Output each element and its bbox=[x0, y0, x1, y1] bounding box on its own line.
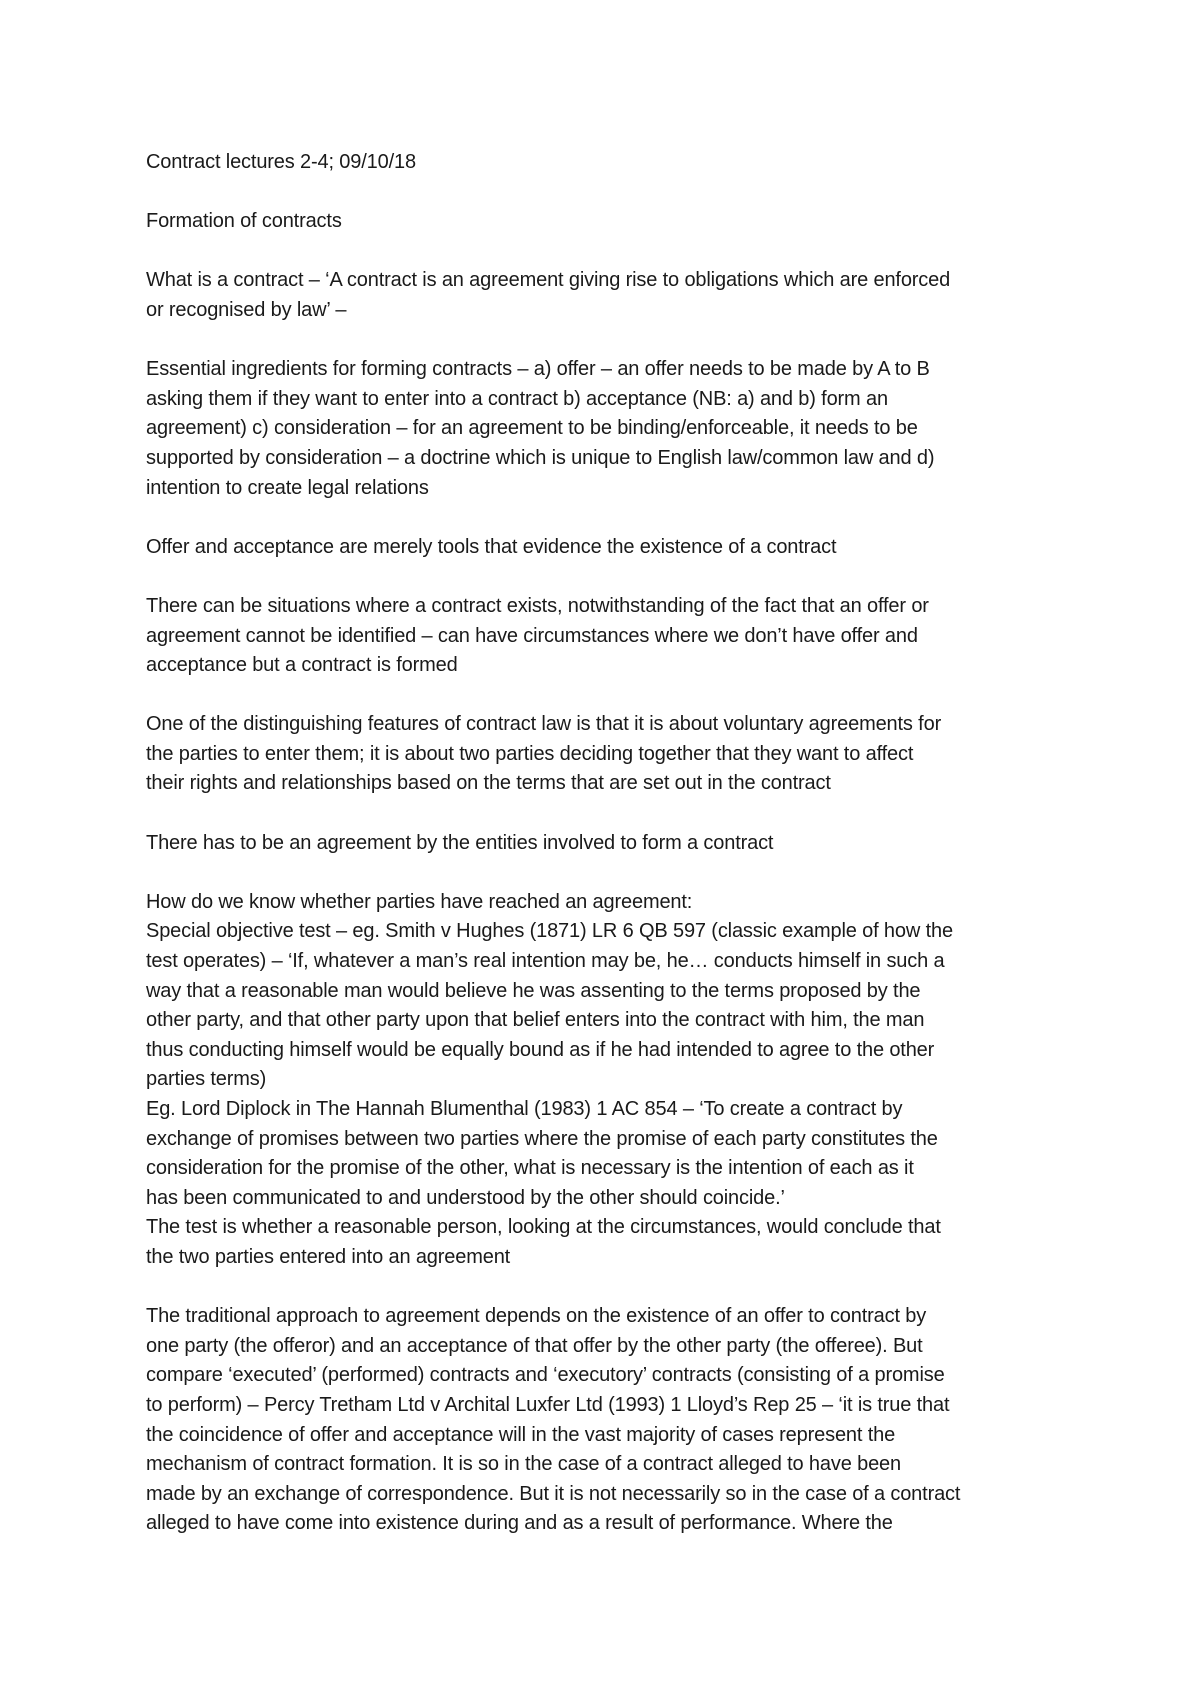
text-line: one party (the offeror) and an acceptance of that offer by the other party (the offeree). But bbox=[146, 1334, 923, 1357]
paragraph-situations bbox=[146, 592, 1086, 681]
text-line: alleged to have come into existence during and as a result of performance. Where the bbox=[146, 1512, 893, 1535]
paragraph-offer-acceptance-tools bbox=[146, 533, 1086, 563]
text-line: What is a contract – ‘A contract is an agreement giving rise to obligations which are enforced bbox=[146, 269, 951, 292]
text-line: The test is whether a reasonable person, looking at the circumstances, would conclude that bbox=[146, 1216, 941, 1239]
text-line: One of the distinguishing features of contract law is that it is about voluntary agreements for bbox=[146, 713, 942, 736]
text-line: made by an exchange of correspondence. But it is not necessarily so in the case of a contract bbox=[146, 1482, 961, 1505]
text-line: Essential ingredients for forming contracts – a) offer – an offer needs to be made by A to B bbox=[146, 358, 930, 381]
paragraph-agreement-required bbox=[146, 829, 1086, 859]
text-line: thus conducting himself would be equally bound as if he had intended to agree to the other bbox=[146, 1038, 935, 1061]
text-line: or recognised by law’ – bbox=[146, 298, 347, 321]
text-line: asking them if they want to enter into a contract b) acceptance (NB: a) and b) form an bbox=[146, 387, 888, 410]
text-line: the two parties entered into an agreement bbox=[146, 1245, 511, 1268]
text-line: parties terms) bbox=[146, 1068, 267, 1091]
text-line: Special objective test – eg. Smith v Hughes (1871) LR 6 QB 597 (classic example of how the bbox=[146, 920, 953, 943]
text-line: How do we know whether parties have reached an agreement: bbox=[146, 890, 693, 913]
text-line: Offer and acceptance are merely tools that evidence the existence of a contract bbox=[146, 535, 837, 558]
document-body bbox=[146, 148, 1086, 1539]
text-line: the coincidence of offer and acceptance will in the vast majority of cases represent the bbox=[146, 1423, 896, 1446]
text-line: Contract lectures 2-4; 09/10/18 bbox=[146, 151, 416, 173]
document-title bbox=[146, 148, 1086, 178]
text-line: agreement) c) consideration – for an agreement to be binding/enforceable, it needs to be bbox=[146, 417, 918, 440]
paragraph-definition bbox=[146, 266, 1086, 325]
text-line: test operates) – ‘If, whatever a man’s real intention may be, he… conducts himself in such a bbox=[146, 950, 945, 973]
text-line: agreement cannot be identified – can have circumstances where we don’t have offer and bbox=[146, 624, 918, 647]
text-line: has been communicated to and understood by the other should coincide.’ bbox=[146, 1186, 785, 1209]
text-line: There can be situations where a contract exists, notwithstanding of the fact that an offer or bbox=[146, 594, 929, 617]
section-heading bbox=[146, 207, 1086, 237]
text-line: The traditional approach to agreement depends on the existence of an offer to contract by bbox=[146, 1305, 927, 1328]
text-line: acceptance but a contract is formed bbox=[146, 654, 458, 677]
text-line: There has to be an agreement by the entities involved to form a contract bbox=[146, 831, 774, 854]
text-line: exchange of promises between two parties where the promise of each party constitutes the bbox=[146, 1127, 938, 1150]
text-line: intention to create legal relations bbox=[146, 476, 429, 499]
text-line: consideration for the promise of the other, what is necessary is the intention of each as it bbox=[146, 1157, 914, 1180]
text-line: mechanism of contract formation. It is so in the case of a contract alleged to have been bbox=[146, 1453, 901, 1476]
text-line: Eg. Lord Diplock in The Hannah Blumenthal (1983) 1 AC 854 – ‘To create a contract by bbox=[146, 1098, 903, 1120]
text-line: to perform) – Percy Tretham Ltd v Archital Luxfer Ltd (1993) 1 Lloyd’s Rep 25 – ‘it is true that bbox=[146, 1393, 950, 1416]
paragraph-traditional-approach bbox=[146, 1302, 1086, 1539]
text-line: way that a reasonable man would believe he was assenting to the terms proposed by the bbox=[146, 979, 921, 1002]
text-line: their rights and relationships based on the terms that are set out in the contract bbox=[146, 772, 831, 795]
text-line: compare ‘executed’ (performed) contracts and ‘executory’ contracts (consisting of a promise bbox=[146, 1364, 945, 1387]
text-line: the parties to enter them; it is about two parties deciding together that they want to affect bbox=[146, 742, 914, 765]
text-line: supported by consideration – a doctrine which is unique to English law/common law and d) bbox=[146, 446, 935, 469]
paragraph-objective-test bbox=[146, 888, 1086, 1273]
text-line: Formation of contracts bbox=[146, 210, 342, 233]
text-line: other party, and that other party upon that belief enters into the contract with him, the man bbox=[146, 1009, 925, 1032]
paragraph-essential-ingredients bbox=[146, 355, 1086, 503]
paragraph-distinguishing-features bbox=[146, 710, 1086, 799]
